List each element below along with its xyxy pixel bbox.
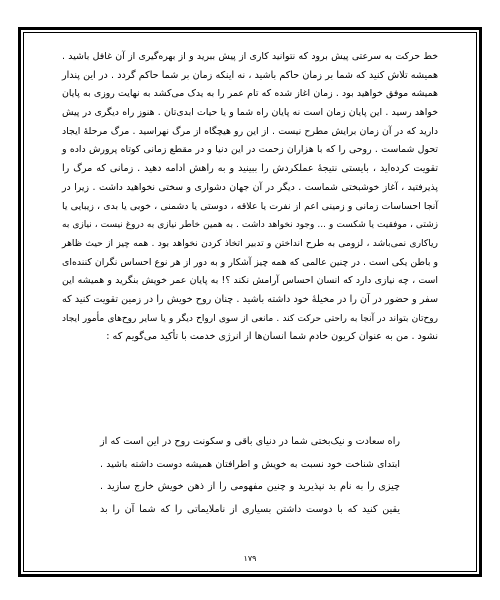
body-line: روح‌تان بتواند در آنجا به راحتی حرکت کند . مانعی از سوی ارواح دیگر و یا سایر روح‌های مأمور ایجاد bbox=[62, 313, 438, 324]
page-number: ۱۷۹ bbox=[243, 554, 257, 563]
quote-text bbox=[100, 431, 400, 522]
body-line: ریاکاری نمی‌باشد ، لزومی به طرح انداختن و تدبیر اتخاذ کردن نخواهد بود . همه چیز از حیث ظاهر bbox=[62, 237, 438, 249]
body-line: و باطن یکی است . در چنین عالمی که همه چیز آشکار و به دور از هر نوع احساس نگران کننده‌ای bbox=[62, 256, 438, 268]
body-line: خط حرکت به سرعتی پیش برود که نتوانید کاری از پیش ببرید و از بهره‌گیری از آن غافل باشید . bbox=[62, 51, 438, 62]
body-line: تحول شماست . روحی را که با هزاران زحمت در این دنیا و در مقطع زمانی کوتاه پرورش داده و bbox=[62, 144, 438, 156]
body-line: دارید که در آن زمان برایش مطرح نیست . از این رو هیچگاه از مرگ نهراسید . مرگ مرحلهٔ ایجاد bbox=[62, 125, 438, 137]
body-line: آنجا احساسات زمانی و زمینی اعم از نفرت یا علاقه ، دوستی یا دشمنی ، خوبی یا بدی ، زیبایی یا bbox=[62, 200, 438, 212]
quote-line: راه سعادت و نیک‌بختی شما در دنیای باقی و سکونت روح در این است که از bbox=[100, 436, 400, 447]
body-text bbox=[62, 48, 438, 347]
body-line: همیشه تلاش کنید که شما بر زمان حاکم باشید ، نه اینکه زمان بر شما حاکم گردد . در این پندار bbox=[62, 69, 438, 81]
quote-line: ابتدای شناخت خود نسبت به خویش و اطرافتان همیشه دوست داشته باشید . bbox=[100, 458, 400, 470]
body-line: نشود . من به عنوان کریون خادم شما انسان‌ها از انرژی خدمت با تأکید می‌گویم که : bbox=[106, 331, 438, 343]
quote-line: یقین کنید که با دوست داشتن بسیاری از ناملایماتی را که شما آن را بد bbox=[100, 504, 400, 516]
body-line: تقویت کرده‌اید ، بایستی نتیجهٔ عملکردش را ببینید و به راهش ادامه دهید . زمانی که مرگ را bbox=[62, 163, 438, 175]
body-line: است ، چه نیازی دارد که انسان احساس آرامش نکند ؟! به پایان عمر خویش بنگرید و همیشه این bbox=[62, 275, 438, 287]
body-line: زشتی ، موفقیت یا شکست و ... وجود نخواهد داشت . به همین خاطر نیازی به دروغ نیست ، نیازی به bbox=[62, 220, 438, 231]
body-line: پذیرفتید ، آغاز خوشبختی شماست . دیگر در آن جهان دشواری و سختی نخواهید داشت . زیرا در bbox=[62, 181, 438, 193]
quote-line: چیزی را به نام بد نپذیرید و چنین مفهومی را از ذهن خویش خارج سازید . bbox=[100, 481, 400, 493]
body-line: خواهد رسید . این پایان زمان است نه پایان راه شما و یا حیات ابدی‌تان . هنوز راه دیگری در پیش bbox=[62, 107, 438, 119]
body-line: همیشه موفق خواهید بود . زمان اغاز شده که تام عمر را به یدک می‌کشد به نهایت روزی به پایان bbox=[62, 88, 438, 100]
body-line: سفر و حضور در آن را در مخیلهٔ خود داشته باشید . چنان روح خویش را در زمین تقویت کنید که bbox=[62, 293, 438, 305]
